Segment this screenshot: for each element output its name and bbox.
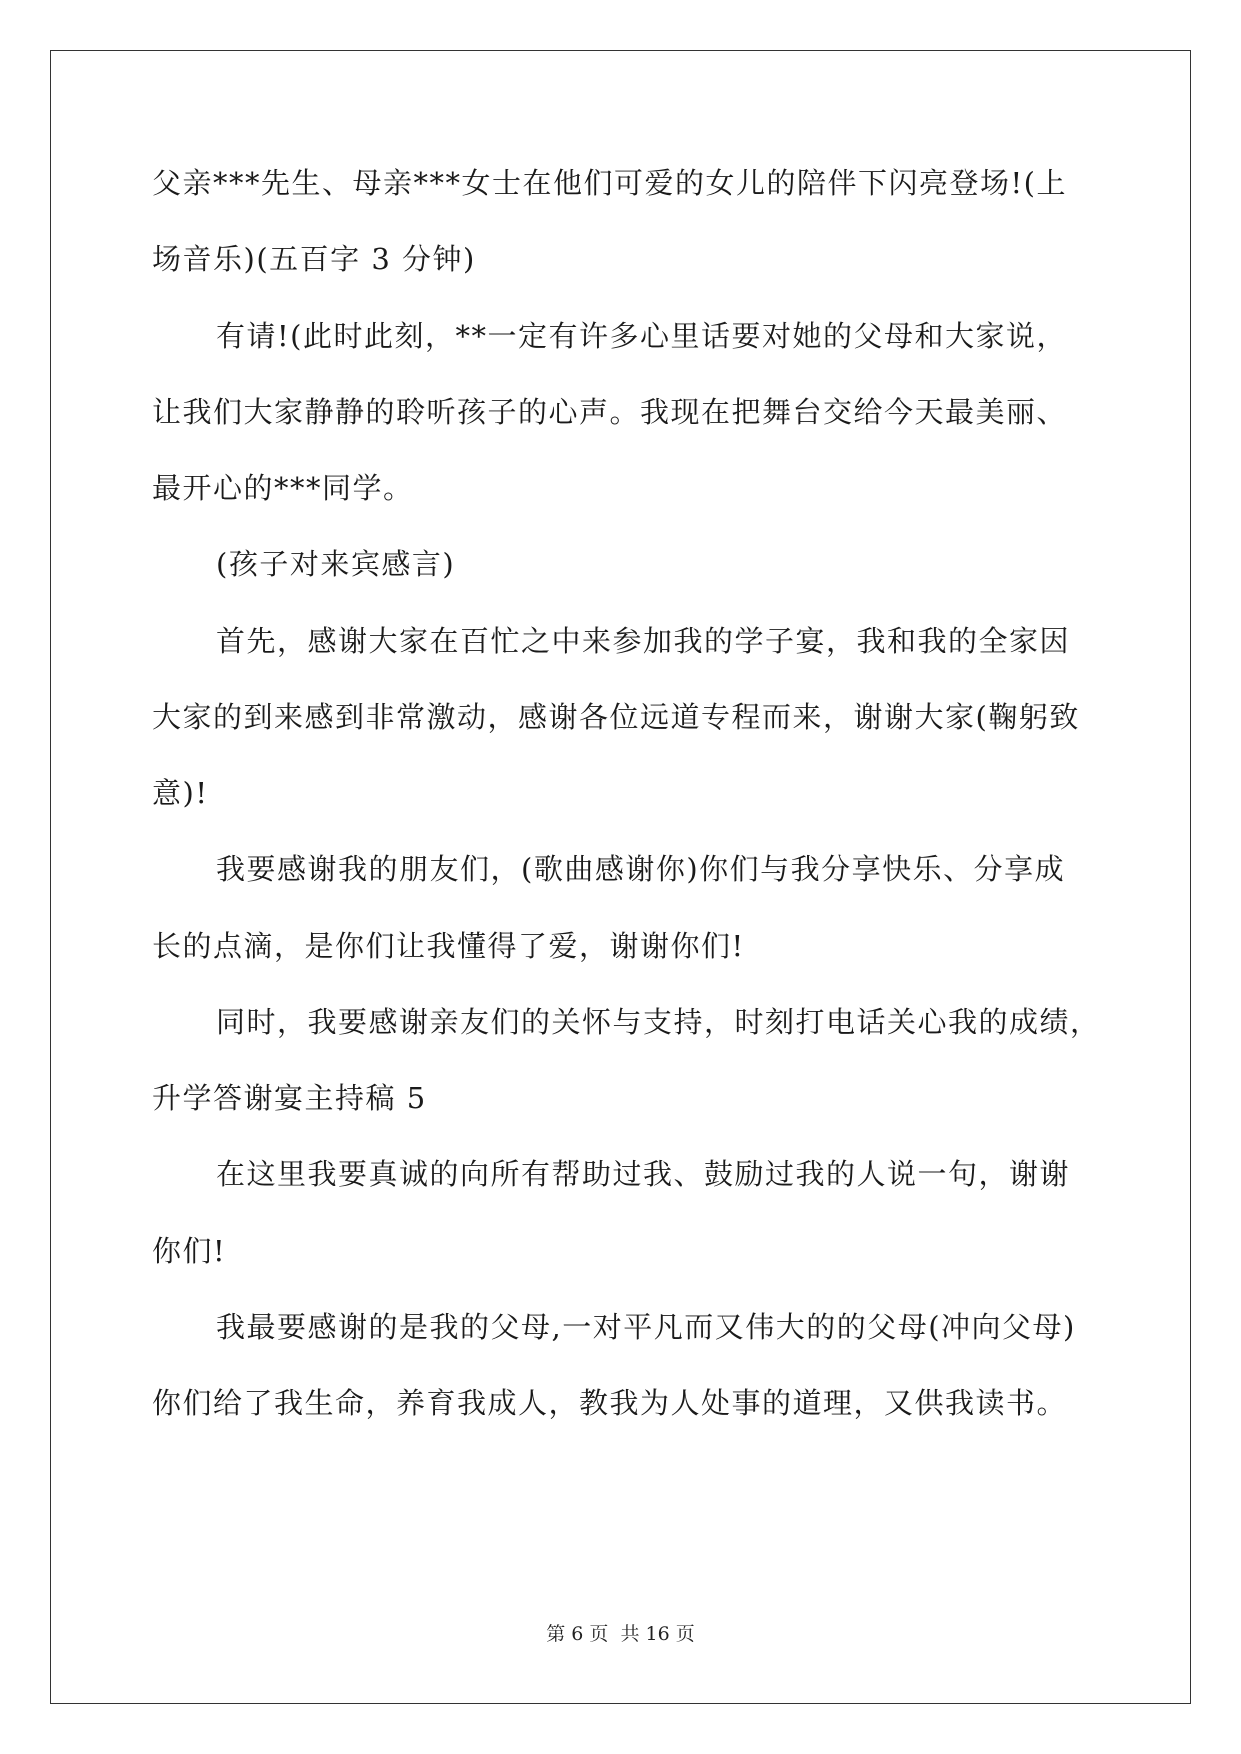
text-line-7: 首先，感谢大家在百忙之中来参加我的学子宴，我和我的全家因 xyxy=(216,624,1071,658)
page-total: 共 16 页 xyxy=(620,1623,695,1645)
text-line-13: 升学答谢宴主持稿 5 xyxy=(152,1081,427,1115)
text-line-9: 意)! xyxy=(152,776,209,810)
text-line-12: 同时，我要感谢亲友们的关怀与支持，时刻打电话关心我的成绩， xyxy=(216,1005,1101,1039)
page-number: 第 6 页 xyxy=(546,1623,609,1645)
page-footer xyxy=(0,1622,1241,1646)
text-line-3: 有请!(此时此刻，**一定有许多心里话要对她的父母和大家说， xyxy=(216,319,1067,353)
text-line-14: 在这里我要真诚的向所有帮助过我、鼓励过我的人说一句，谢谢 xyxy=(216,1157,1071,1191)
text-line-11: 长的点滴，是你们让我懂得了爱，谢谢你们! xyxy=(152,929,745,963)
text-line-10: 我要感谢我的朋友们，(歌曲感谢你)你们与我分享快乐、分享成 xyxy=(216,852,1066,886)
text-line-17: 你们给了我生命，养育我成人，教我为人处事的道理，又供我读书。 xyxy=(152,1386,1068,1420)
text-line-16: 我最要感谢的是我的父母,一对平凡而又伟大的的父母(冲向父母) xyxy=(216,1310,1076,1344)
text-line-8: 大家的到来感到非常激动，感谢各位远道专程而来，谢谢大家(鞠躬致 xyxy=(152,700,1080,734)
text-line-15: 你们! xyxy=(152,1234,227,1268)
text-line-4: 让我们大家静静的聆听孩子的心声。我现在把舞台交给今天最美丽、 xyxy=(152,395,1068,429)
text-line-1: 父亲***先生、母亲***女士在他们可爱的女儿的陪伴下闪亮登场!(上 xyxy=(152,166,1067,200)
text-line-2: 场音乐)(五百字 3 分钟) xyxy=(152,242,476,276)
text-line-5: 最开心的***同学。 xyxy=(152,471,414,505)
text-line-6: (孩子对来宾感言) xyxy=(216,547,456,581)
